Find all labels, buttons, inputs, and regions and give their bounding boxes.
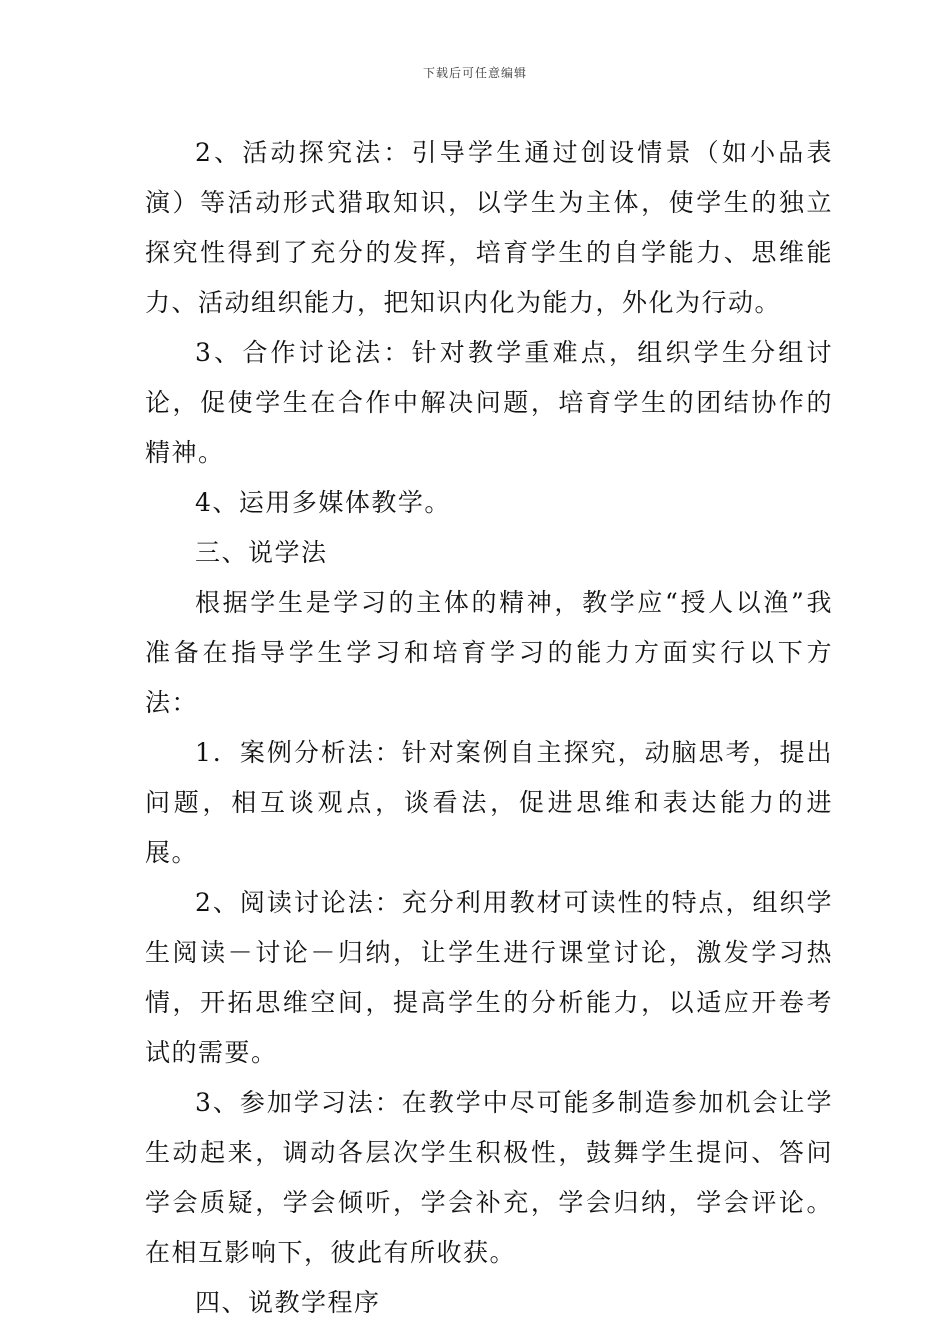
paragraph-cooperative-discussion-method: 3、合作讨论法：针对教学重难点，组织学生分组讨论，促使学生在合作中解决问题，培育学生的团结协作的精神。 [145,338,833,467]
paragraph-reading-discussion-method: 2、阅读讨论法：充分利用教材可读性的特点，组织学生阅读－讨论－归纳，让学生进行课堂讨论，激发学习热情，开拓思维空间，提高学生的分析能力，以适应开卷考试的需要。 [145,888,833,1067]
document-body [145,128,833,1328]
paragraph-multimedia-teaching: 4、运用多媒体教学。 [195,488,451,517]
section-heading-learning-methods: 三、说学法 [195,538,328,567]
paragraph-case-analysis-method: 1．案例分析法：针对案例自主探究，动脑思考，提出问题，相互谈观点，谈看法，促进思维和表达能力的进展。 [145,738,833,867]
paragraph-learning-methods-intro: 根据学生是学习的主体的精神，教学应“授人以渔”我准备在指导学生学习和培育学习的能力方面实行以下方法： [145,588,833,717]
section-heading-teaching-procedure: 四、说教学程序 [195,1288,381,1317]
page-header: 下载后可任意编辑 [422,66,527,80]
paragraph-participation-method: 3、参加学习法：在教学中尽可能多制造参加机会让学生动起来，调动各层次学生积极性，鼓舞学生提问、答问学会质疑，学会倾听，学会补充，学会归纳，学会评论。在相互影响下，彼此有所收获。 [145,1088,833,1267]
paragraph-activity-inquiry-method: 2、活动探究法：引导学生通过创设情景（如小品表演）等活动形式猎取知识，以学生为主体，使学生的独立探究性得到了充分的发挥，培育学生的自学能力、思维能力、活动组织能力，把知识内化为能力，外化为行动。 [145,138,833,317]
